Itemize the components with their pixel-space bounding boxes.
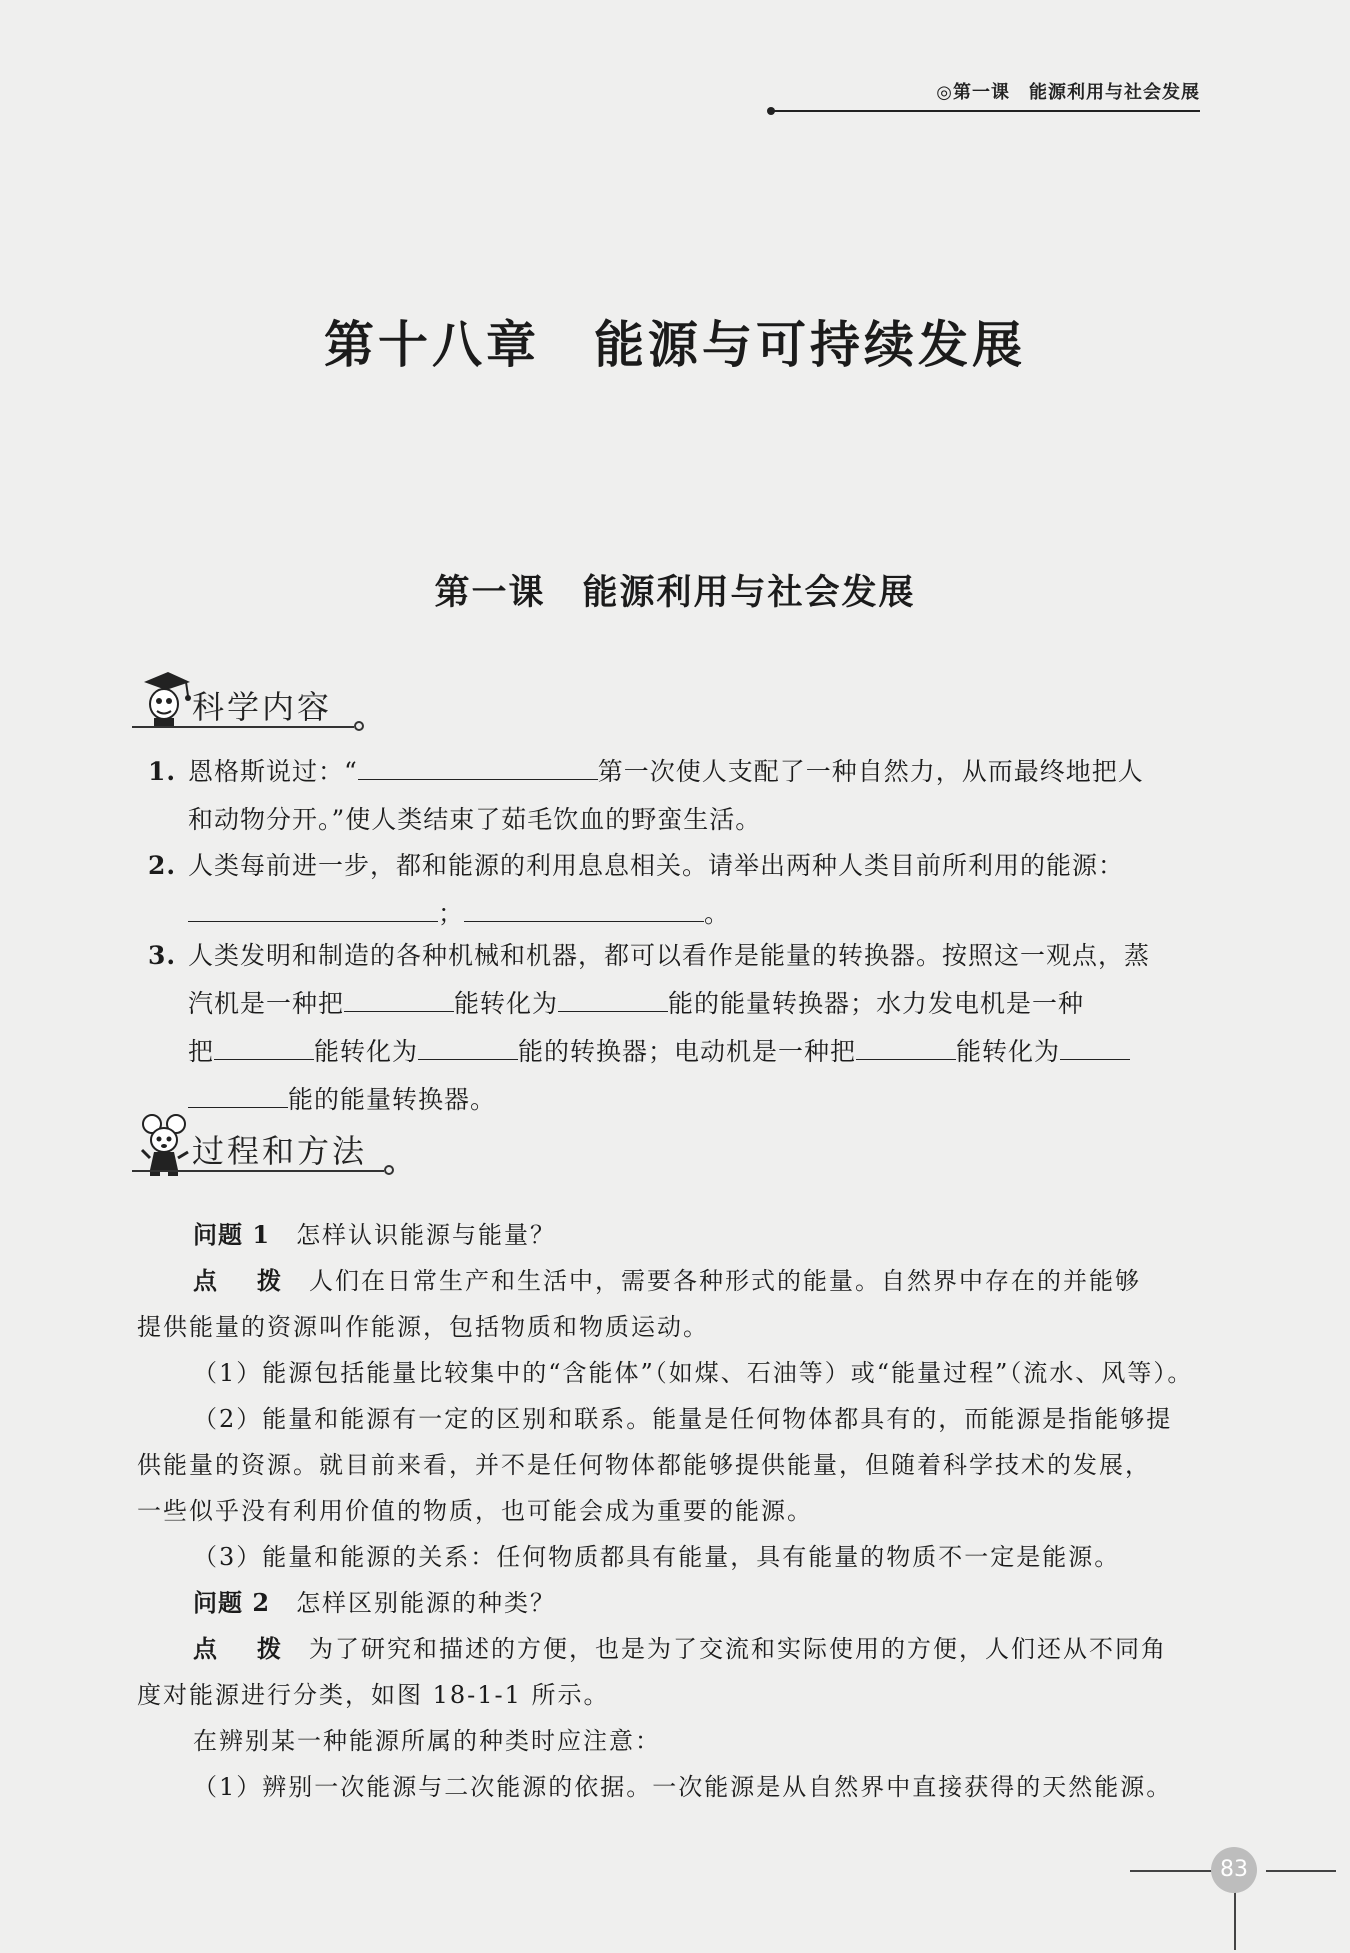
question-text: 能的转换器；电动机是一种把 — [518, 1037, 857, 1066]
question-text: 人类每前进一步，都和能源的利用息息相关。请举出两种人类目前所利用的能源： — [188, 851, 1125, 880]
question-1 — [148, 748, 1200, 844]
paragraph-text: （1）辨别一次能源与二次能源的依据。一次能源是从自然界中直接获得的天然能源。 — [193, 1773, 1173, 1801]
section-science-underline — [132, 726, 354, 728]
problem-title: 怎样认识能源与能量？ — [296, 1221, 557, 1249]
question-text: 把 — [188, 1037, 215, 1066]
question-text: 恩格斯说过：“ — [188, 757, 358, 786]
section-science-ring — [354, 721, 364, 731]
question-text: 和动物分开。”使人类结束了茹毛饮血的野蛮生活。 — [188, 805, 762, 834]
problem-2 — [137, 1580, 1200, 1810]
header-rule — [772, 110, 1200, 112]
paragraph-text: （3）能量和能源的关系：任何物质都具有能量，具有能量的物质不一定是能源。 — [193, 1543, 1121, 1571]
question-text: 第一次使人支配了一种自然力，从而最终地把人 — [597, 757, 1144, 786]
question-2 — [148, 842, 1200, 938]
question-text: 能转化为 — [956, 1037, 1061, 1066]
answer-blank[interactable] — [214, 1029, 314, 1060]
page-number-rule-right — [1266, 1870, 1336, 1872]
question-text: 。 — [704, 899, 731, 928]
question-3 — [148, 932, 1200, 1124]
answer-blank[interactable] — [558, 981, 668, 1012]
question-text: ； — [438, 899, 465, 928]
answer-blank[interactable] — [358, 749, 598, 780]
section-science-header — [132, 668, 432, 738]
tip-label: 点 拨 — [193, 1266, 289, 1295]
answer-blank[interactable] — [464, 891, 704, 922]
problem-label: 问题 1 — [193, 1220, 271, 1249]
answer-blank[interactable] — [344, 981, 454, 1012]
tip-text: 人们在日常生产和生活中，需要各种形式的能量。自然界中存在的并能够 — [309, 1267, 1141, 1295]
tip-text: 为了研究和描述的方便，也是为了交流和实际使用的方便，人们还从不同角 — [309, 1635, 1167, 1663]
paragraph-text: （1）能源包括能量比较集中的“含能体”（如煤、石油等）或“能量过程”（流水、风等）。 — [193, 1359, 1194, 1387]
question-text: 能的能量转换器；水力发电机是一种 — [668, 989, 1085, 1018]
running-header: ◎第一课 能源利用与社会发展 — [936, 82, 1200, 103]
answer-blank[interactable] — [188, 891, 438, 922]
chapter-title: 第十八章 能源与可持续发展 — [324, 316, 1026, 374]
lesson-title: 第一课 能源利用与社会发展 — [434, 572, 916, 613]
tip-text: 度对能源进行分类，如图 18-1-1 所示。 — [137, 1681, 610, 1709]
section-process-title: 过程和方法 — [192, 1132, 368, 1170]
page-number: 83 — [1211, 1847, 1257, 1893]
answer-blank[interactable] — [188, 1077, 288, 1108]
section-process-underline — [132, 1170, 384, 1172]
tip-label: 点 拨 — [193, 1634, 289, 1663]
problem-title: 怎样区别能源的种类？ — [296, 1589, 557, 1617]
section-process-header — [132, 1112, 432, 1182]
mouse-mascot-icon — [140, 1112, 192, 1178]
paragraph-text: （2）能量和能源有一定的区别和联系。能量是任何物体都具有的，而能源是指能够提 — [193, 1405, 1173, 1433]
question-text: 汽机是一种把 — [188, 989, 345, 1018]
question-text: 能的能量转换器。 — [288, 1085, 497, 1114]
question-number: 2. — [148, 851, 177, 880]
problem-label: 问题 2 — [193, 1588, 271, 1617]
problem-1 — [137, 1212, 1200, 1580]
page-number-rule-vertical — [1234, 1890, 1236, 1950]
paragraph-text: 在辨别某一种能源所属的种类时应注意： — [193, 1727, 661, 1755]
question-text: 能转化为 — [454, 989, 559, 1018]
question-number: 3. — [148, 941, 177, 970]
paragraph-text: 一些似乎没有利用价值的物质，也可能会成为重要的能源。 — [137, 1497, 813, 1525]
answer-blank[interactable] — [1060, 1029, 1130, 1060]
paragraph-text: 供能量的资源。就目前来看，并不是任何物体都能够提供能量，但随着科学技术的发展， — [137, 1451, 1151, 1479]
tip-text: 提供能量的资源叫作能源，包括物质和物质运动。 — [137, 1313, 709, 1341]
question-number: 1. — [148, 757, 177, 786]
answer-blank[interactable] — [856, 1029, 956, 1060]
page-number-rule-left — [1130, 1870, 1216, 1872]
question-text: 能转化为 — [314, 1037, 419, 1066]
answer-blank[interactable] — [418, 1029, 518, 1060]
question-text: 人类发明和制造的各种机械和机器，都可以看作是能量的转换器。按照这一观点，蒸 — [188, 941, 1151, 970]
section-process-ring — [384, 1165, 394, 1175]
scholar-mascot-icon — [140, 668, 192, 730]
section-science-title: 科学内容 — [192, 688, 333, 726]
